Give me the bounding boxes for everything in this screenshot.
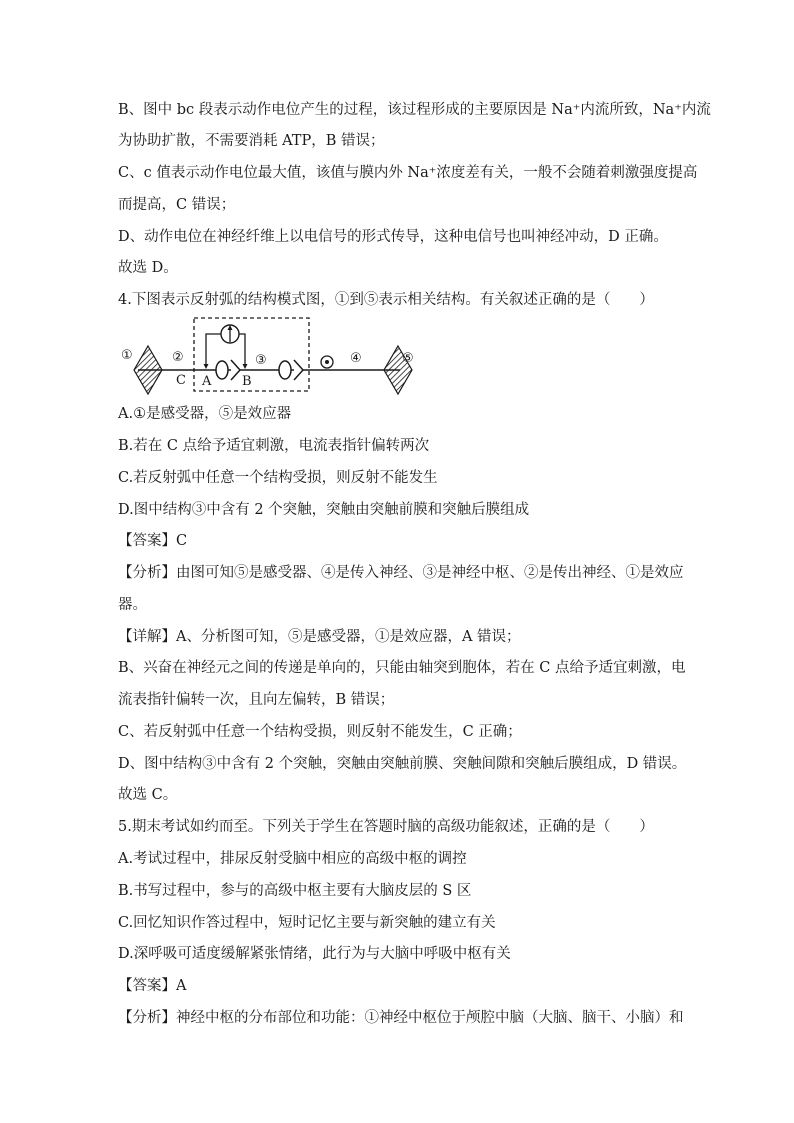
text-line: C.若反射弧中任意一个结构受损，则反射不能发生 — [118, 470, 438, 486]
label-B: B — [242, 374, 252, 389]
label-5: ⑤ — [402, 351, 414, 366]
text-line: 而提高，C 错误； — [118, 197, 236, 213]
text-line: 4.下图表示反射弧的结构模式图，①到⑤表示相关结构。有关叙述正确的是（ ） — [118, 292, 654, 308]
text-line: 故选 C。 — [118, 787, 178, 803]
text-line: 器。 — [118, 597, 147, 613]
text-line: C、c 值表示动作电位最大值，该值与膜内外 Na⁺浓度差有关，一般不会随着刺激强度提高 — [118, 165, 698, 181]
text-line: B.书写过程中，参与的高级中枢主要有大脑皮层的 S 区 — [118, 883, 472, 899]
text-line: 【答案】C — [118, 533, 188, 549]
galvanometer-wire — [206, 334, 221, 366]
text-line: 【分析】神经中枢的分布部位和功能：①神经中枢位于颅腔中脑（大脑、脑干、小脑）和 — [118, 1010, 684, 1026]
text-line: A.①是感受器，⑤是效应器 — [118, 406, 292, 422]
text-line: C、若反射弧中任意一个结构受损，则反射不能发生，C 正确； — [118, 724, 522, 740]
synapse-terminal-1 — [231, 360, 240, 380]
label-2: ② — [172, 350, 184, 365]
effector-diamond — [134, 346, 162, 394]
text-line: 5.期末考试如约而至。下列关于学生在答题时脑的高级功能叙述，正确的是（ ） — [118, 819, 654, 835]
text-line: B、兴奋在神经元之间的传递是单向的，只能由轴突到胞体，若在 C 点给予适宜刺激，电 — [118, 660, 686, 676]
label-4: ④ — [350, 351, 362, 366]
neuron-cell-body-1 — [216, 361, 228, 379]
text-line: 流表指针偏转一次，且向左偏转，B 错误； — [118, 692, 395, 708]
text-line: 【分析】由图可知⑤是感受器、④是传入神经、③是神经中枢、②是传出神经、①是效应 — [118, 565, 684, 581]
text-line: D.图中结构③中含有 2 个突触，突触由突触前膜和突触后膜组成 — [118, 502, 530, 518]
label-1: ① — [121, 348, 133, 363]
text-line: D、动作电位在神经纤维上以电信号的形式传导，这种电信号也叫神经冲动，D 正确。 — [118, 229, 668, 245]
text-line: B、图中 bc 段表示动作电位产生的过程，该过程形成的主要原因是 Na⁺内流所致，Na⁺内流 — [118, 102, 711, 118]
text-line: 故选 D。 — [118, 260, 178, 276]
text-line: 为协助扩散，不需要消耗 ATP，B 错误； — [118, 133, 385, 149]
synapse-terminal-2 — [294, 360, 303, 380]
reflex-arc-figure — [118, 312, 438, 402]
text-line: B.若在 C 点给予适宜刺激，电流表指针偏转两次 — [118, 438, 430, 454]
label-3: ③ — [255, 353, 267, 368]
text-line: 【答案】A — [118, 978, 187, 994]
text-line: D.深呼吸可适度缓解紧张情绪，此行为与大脑中呼吸中枢有关 — [118, 946, 511, 962]
text-line: 【详解】A、分析图可知，⑤是感受器，①是效应器，A 错误； — [118, 629, 521, 645]
text-line: A.考试过程中，排尿反射受脑中相应的高级中枢的调控 — [118, 851, 467, 867]
text-line: D、图中结构③中含有 2 个突触，突触由突触前膜、突触间隙和突触后膜组成，D 错误。 — [118, 756, 687, 772]
label-C: C — [176, 373, 186, 388]
neuron-cell-body-2 — [279, 361, 291, 379]
text-line: C.回忆知识作答过程中，短时记忆主要与新突触的建立有关 — [118, 915, 496, 931]
label-A: A — [202, 374, 212, 389]
